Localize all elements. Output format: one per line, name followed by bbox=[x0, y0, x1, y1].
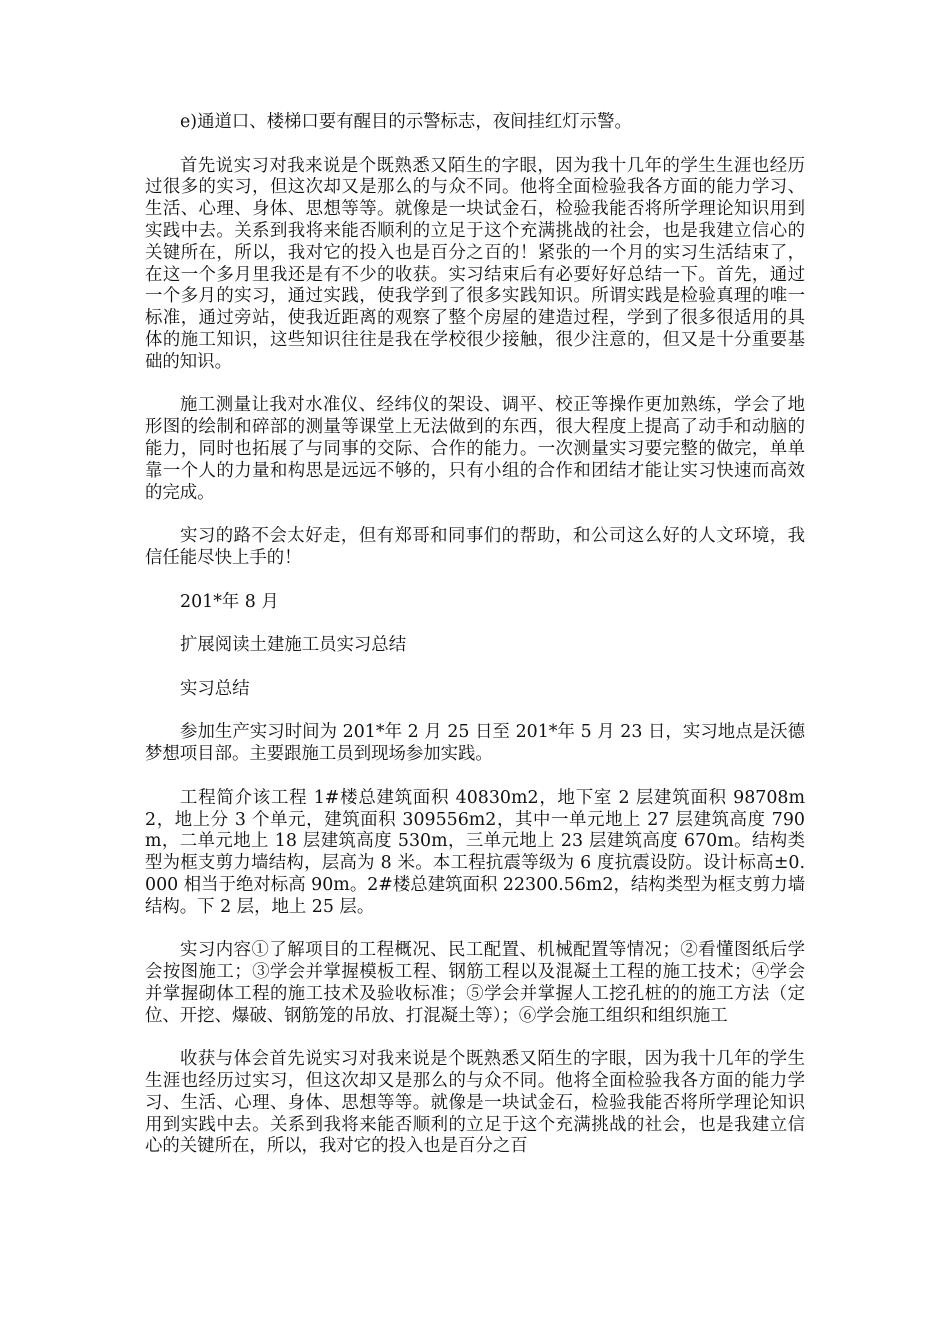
paragraph-summary-heading: 实习总结 bbox=[180, 678, 250, 699]
paragraph-project-overview: 工程简介该工程 1#楼总建筑面积 40830m2，地下室 2 层建筑面积 98708m2，地上分 3 个单元，建筑面积 309556m2，其中一单元地上 27 层建筑高度 790m，二单元地上 18 层建筑高度 530m，三单元地上 23 层建筑高度 670m。结构类型为框支剪力墙结构，层高为 8 米。本工程抗震等级为 6 度抗震设防。设计标高±0.000 相当于绝对标高 90m。2#楼总建筑面积 22300.56m2，结构类型为框支剪力墙结构。下 2 层，地上 25 层。 bbox=[145, 787, 805, 917]
paragraph-survey-practice: 施工测量让我对水准仪、经纬仪的架设、调平、校正等操作更加熟练，学会了地形图的绘制和碎部的测量等课堂上无法做到的东西，很大程度上提高了动手和动脑的能力，同时也拓展了与同事的交际、合作的能力。一次测量实习要完整的做完，单单靠一个人的力量和构思是远远不够的，只有小组的合作和团结才能让实习快速而高效的完成。 bbox=[145, 395, 805, 503]
paragraph-internship-intro: 首先说实习对我来说是个既熟悉又陌生的字眼，因为我十几年的学生生涯也经历过很多的实习，但这次却又是那么的与众不同。他将全面检验我各方面的能力学习、生活、心理、身体、思想等等。就像是一块试金石，检验我能否将所学理论知识用到实践中去。关系到我将来能否顺利的立足于这个充满挑战的社会，也是我建立信心的关键所在，所以，我对它的投入也是百分之百的！紧张的一个月的实习生活结束了，在这一个多月里我还是有不少的收获。实习结束后有必要好好总结一下。首先，通过一个多月的实习，通过实践，使我学到了很多实践知识。所谓实践是检验真理的唯一标准，通过旁站，使我近距离的观察了整个房屋的建造过程，学到了很多很适用的具体的施工知识，这些知识往往是我在学校很少接触，很少注意的，但又是十分重要基础的知识。 bbox=[145, 155, 805, 372]
paragraph-reflections: 收获与体会首先说实习对我来说是个既熟悉又陌生的字眼，因为我十几年的学生生涯也经历过实习，但这次却又是那么的与众不同。他将全面检验我各方面的能力学习、生活、心理、身体、思想等等。就像是一块试金石，检验我能否将所学理论知识用到实践中去。关系到我将来能否顺利的立足于这个充满挑战的社会，也是我建立信心的关键所在，所以，我对它的投入也是百分之百 bbox=[145, 1049, 805, 1157]
paragraph-extended-reading-title: 扩展阅读土建施工员实习总结 bbox=[180, 635, 407, 656]
paragraph-internship-content: 实习内容①了解项目的工程概况、民工配置、机械配置等情况；②看懂图纸后学会按图施工；③学会并掌握模板工程、钢筋工程以及混凝土工程的施工技术；④学会并掌握砌体工程的施工技术及验收标准；⑤学会并掌握人工挖孔桩的的施工方法（定位、开挖、爆破、钢筋笼的吊放、打混凝土等）；⑥学会施工组织和组织施工 bbox=[145, 940, 805, 1026]
paragraph-outlook: 实习的路不会太好走，但有郑哥和同事们的帮助，和公司这么好的人文环境，我信任能尽快上手的！ bbox=[145, 526, 805, 568]
document-page bbox=[145, 112, 805, 1158]
paragraph-internship-period: 参加生产实习时间为 201*年 2 月 25 日至 201*年 5 月 23 日，实习地点是沃德梦想项目部。主要跟施工员到现场参加实践。 bbox=[145, 722, 805, 765]
paragraph-safety-signs: e)通道口、楼梯口要有醒目的示警标志，夜间挂红灯示警。 bbox=[180, 112, 632, 132]
paragraph-date: 201*年 8 月 bbox=[180, 591, 279, 612]
